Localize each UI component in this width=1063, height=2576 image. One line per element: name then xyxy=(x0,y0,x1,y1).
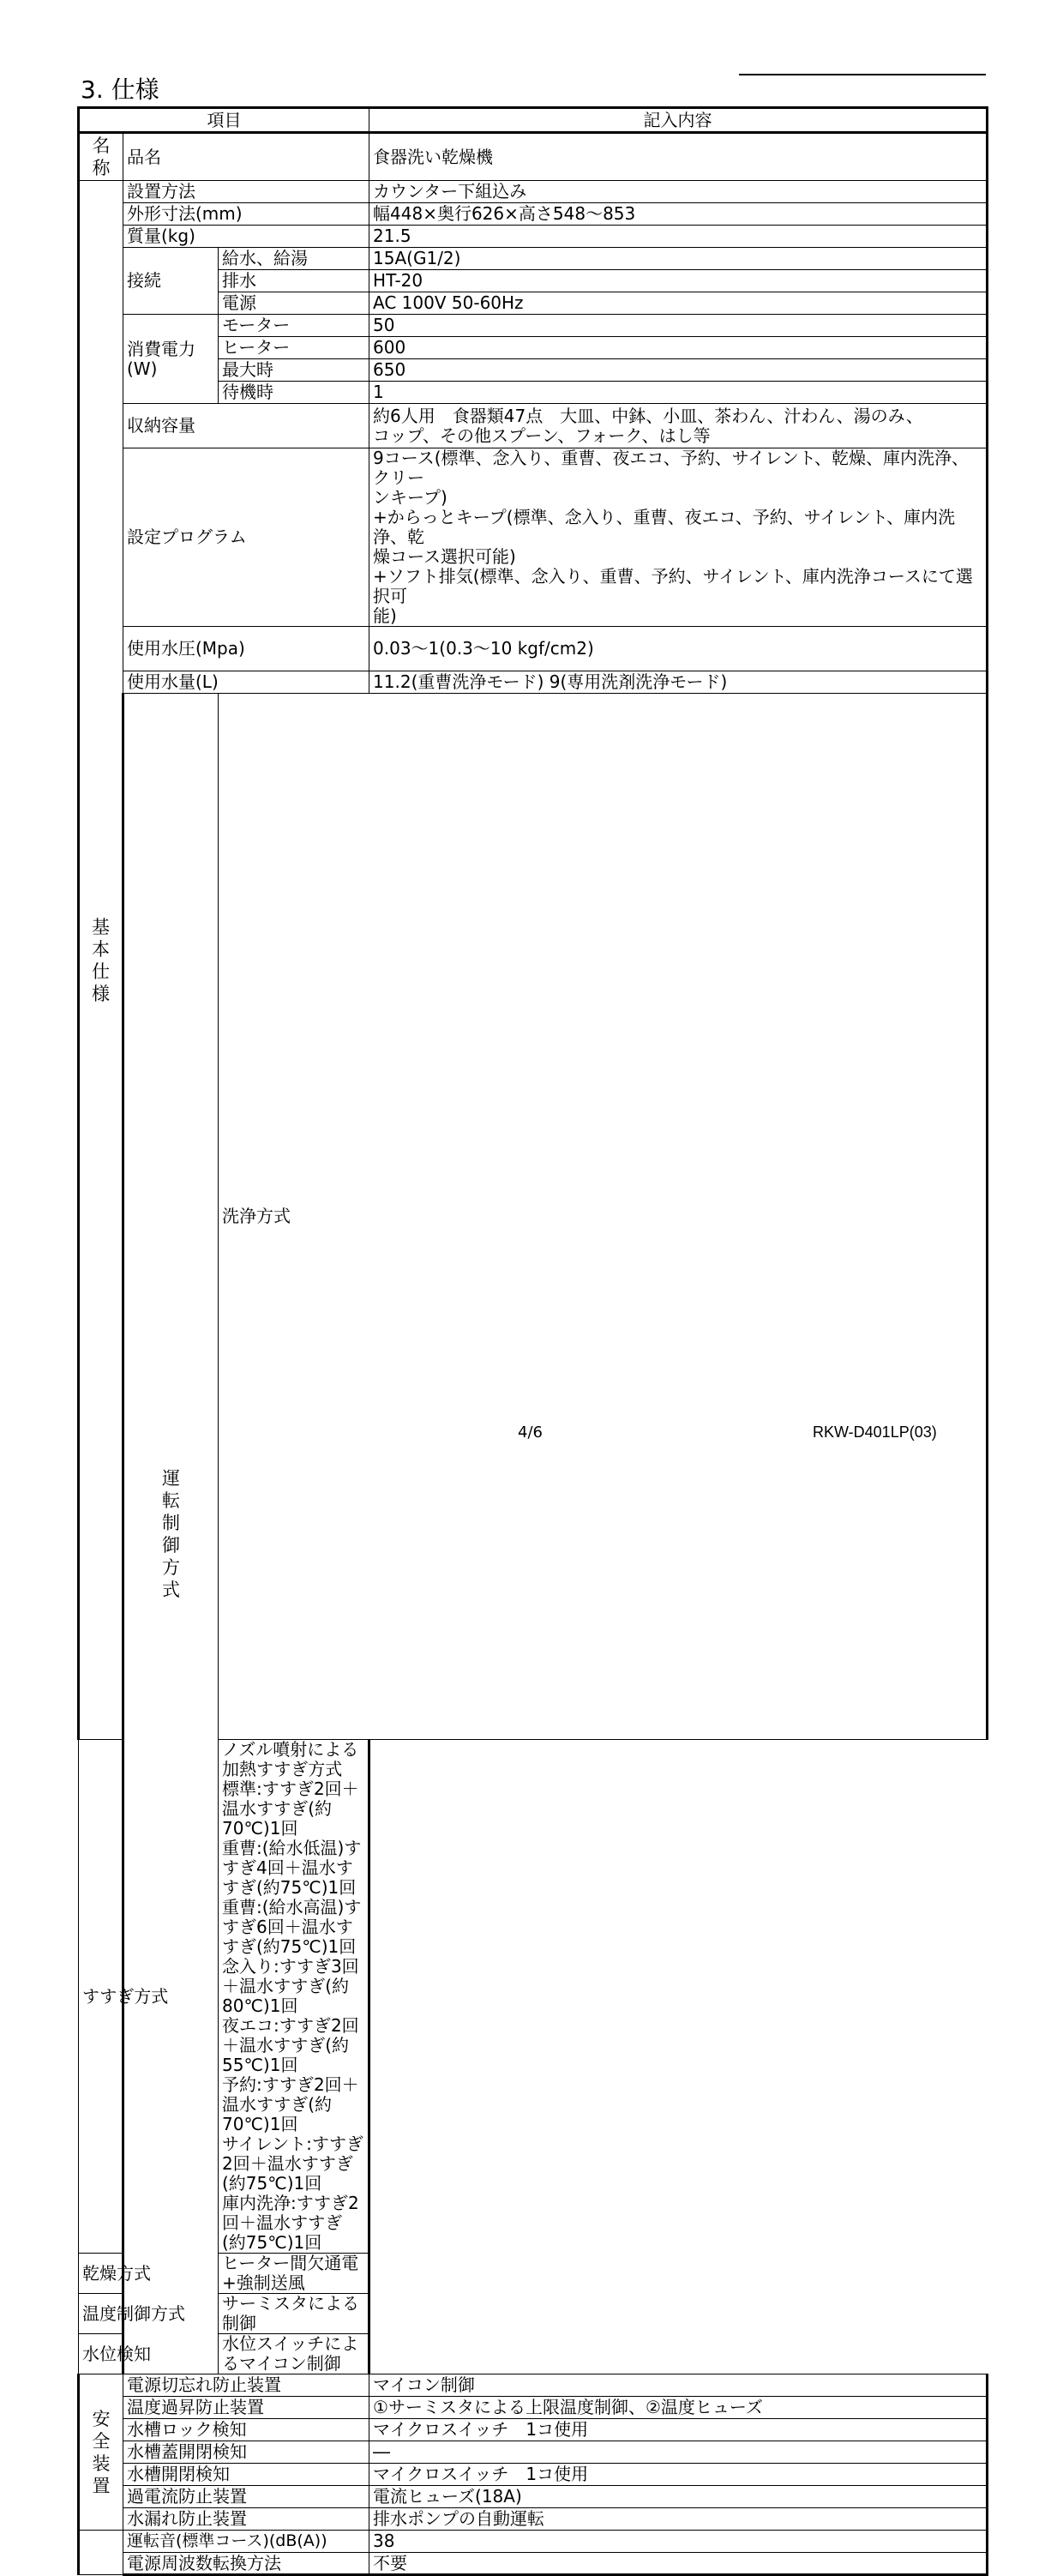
row-value-capacity: 約6人用 食器類47点 大皿、中鉢、小皿、茶わん、汁わん、湯のみ、 コップ、その他スプーン、フォーク、はし等 xyxy=(369,404,988,448)
row-value: 50 xyxy=(369,315,988,337)
row-label: 電源周波数転換方法 xyxy=(123,2553,369,2575)
table-row xyxy=(79,2374,988,2397)
table-row xyxy=(79,2397,988,2419)
row-sublabel: 給水、給湯 xyxy=(219,248,369,270)
row-value: ヒーター間欠通電+強制送風 xyxy=(219,2254,369,2294)
table-row xyxy=(79,2553,988,2575)
table-row xyxy=(79,1740,988,2254)
table-row xyxy=(79,133,988,181)
row-label-connection: 接続 xyxy=(123,248,219,315)
row-value: 21.5 xyxy=(369,226,988,248)
signature-line xyxy=(739,74,986,75)
row-label: 設置方法 xyxy=(123,181,369,203)
category-safety: 安全装置 xyxy=(79,2374,123,2531)
table-row xyxy=(79,315,988,337)
row-label: 過電流防止装置 xyxy=(123,2486,369,2508)
row-value-rinse: ノズル噴射による加熱すすぎ方式 標準:すすぎ2回＋温水すすぎ(約70℃)1回 重曹:(給水低温)すすぎ4回＋温水すすぎ(約75℃)1回 重曹:(給水高温)すすぎ6回＋温水すすぎ(約75℃)1回 念入り:すすぎ3回＋温水すすぎ(約80℃)1回 夜エコ:すすぎ2回＋温水すすぎ(約55℃)1回 予約:すすぎ2回＋温水すすぎ(約70℃)1回 サイレント:すすぎ2回＋温水すすぎ(約75℃)1回 庫内洗浄:すすぎ2回＋温水すすぎ(約75℃)1回 xyxy=(219,1740,369,2254)
row-value: 不要 xyxy=(369,2553,988,2575)
row-label: 使用水量(L) xyxy=(123,671,369,694)
row-value: 15A(G1/2) xyxy=(369,248,988,270)
table-row xyxy=(79,671,988,694)
row-sublabel: 排水 xyxy=(219,270,369,292)
table-row xyxy=(79,627,988,671)
row-label: 質量(kg) xyxy=(123,226,369,248)
row-sublabel: 待機時 xyxy=(219,382,369,404)
row-value: サーミスタによる制御 xyxy=(219,2294,369,2334)
row-value: 電流ヒューズ(18A) xyxy=(369,2486,988,2508)
row-sublabel: ヒーター xyxy=(219,337,369,359)
table-row xyxy=(79,448,988,627)
table-row xyxy=(79,181,988,203)
row-value: AC 100V 50-60Hz xyxy=(369,292,988,315)
category-basic: 基本仕様 xyxy=(79,181,123,1740)
row-label: 洗浄方式 xyxy=(219,694,988,1740)
table-row xyxy=(79,203,988,226)
row-label: 運転音(標準コース)(dB(A)) xyxy=(123,2531,369,2553)
table-row xyxy=(79,2419,988,2441)
table-row xyxy=(79,2441,988,2464)
row-value: マイクロスイッチ 1コ使用 xyxy=(369,2419,988,2441)
row-sublabel: モーター xyxy=(219,315,369,337)
table-row xyxy=(79,2294,988,2334)
row-value: マイクロスイッチ 1コ使用 xyxy=(369,2464,988,2486)
row-value: 食器洗い乾燥機 xyxy=(369,133,988,181)
table-row xyxy=(79,2334,988,2374)
row-label: 水漏れ防止装置 xyxy=(123,2508,369,2531)
category-name: 名称 xyxy=(79,133,123,181)
header-item: 項目 xyxy=(79,108,369,133)
page-number: 4/6 xyxy=(518,1423,543,1441)
table-row xyxy=(79,2486,988,2508)
row-value: ①サーミスタによる上限温度制御、②温度ヒューズ xyxy=(369,2397,988,2419)
table-row xyxy=(79,694,988,1740)
row-label: 外形寸法(mm) xyxy=(123,203,369,226)
row-label: 設定プログラム xyxy=(123,448,369,627)
row-label: 使用水圧(Mpa) xyxy=(123,627,369,671)
category-operation: 運転制御方式 xyxy=(123,694,219,2374)
row-label: 水槽蓋開閉検知 xyxy=(123,2441,369,2464)
category-other xyxy=(79,2531,123,2575)
table-row xyxy=(79,2531,988,2553)
section-title: 3. 仕様 xyxy=(81,75,159,104)
row-sublabel: 最大時 xyxy=(219,359,369,382)
row-label: すすぎ方式 xyxy=(79,1740,219,2254)
row-value: 幅448×奥行626×高さ548～853 xyxy=(369,203,988,226)
row-value: 排水ポンプの自動運転 xyxy=(369,2508,988,2531)
table-row xyxy=(79,2508,988,2531)
table-row xyxy=(79,2464,988,2486)
row-value: 650 xyxy=(369,359,988,382)
row-value: HT-20 xyxy=(369,270,988,292)
table-row xyxy=(79,248,988,270)
row-sublabel: 電源 xyxy=(219,292,369,315)
row-label: 温度過昇防止装置 xyxy=(123,2397,369,2419)
row-value: 600 xyxy=(369,337,988,359)
table-row xyxy=(79,226,988,248)
row-value: 38 xyxy=(369,2531,988,2553)
row-value-program: 9コース(標準、念入り、重曹、夜エコ、予約、サイレント、乾燥、庫内洗浄、クリー ンキープ) +からっとキープ(標準、念入り、重曹、夜エコ、予約、サイレント、庫内洗浄、乾 燥コース選択可能) +ソフト排気(標準、念入り、重曹、予約、サイレント、庫内洗浄コースにて選択可 能) xyxy=(369,448,988,627)
header-content: 記入内容 xyxy=(369,108,988,133)
row-value: 11.2(重曹洗浄モード) 9(専用洗剤洗浄モード) xyxy=(369,671,988,694)
row-value: 水位スイッチによるマイコン制御 xyxy=(219,2334,369,2374)
table-header-row xyxy=(79,108,988,133)
row-value: 1 xyxy=(369,382,988,404)
row-label: 電源切忘れ防止装置 xyxy=(123,2374,369,2397)
row-value: 0.03～1(0.3～10 kgf/cm2) xyxy=(369,627,988,671)
row-label: 水槽ロック検知 xyxy=(123,2419,369,2441)
row-label: 乾燥方式 xyxy=(79,2254,219,2294)
row-label-power-consumption: 消費電力 (W) xyxy=(123,315,219,404)
row-value: カウンター下組込み xyxy=(369,181,988,203)
row-value: マイコン制御 xyxy=(369,2374,988,2397)
row-label: 温度制御方式 xyxy=(79,2294,219,2334)
document-code: RKW-D401LP(03) xyxy=(813,1423,937,1441)
row-label: 水位検知 xyxy=(79,2334,219,2374)
table-row xyxy=(79,404,988,448)
row-label: 品名 xyxy=(123,133,369,181)
table-row xyxy=(79,2254,988,2294)
row-label: 水槽開閉検知 xyxy=(123,2464,369,2486)
row-value: ― xyxy=(369,2441,988,2464)
spec-table xyxy=(77,106,988,2576)
row-label: 収納容量 xyxy=(123,404,369,448)
